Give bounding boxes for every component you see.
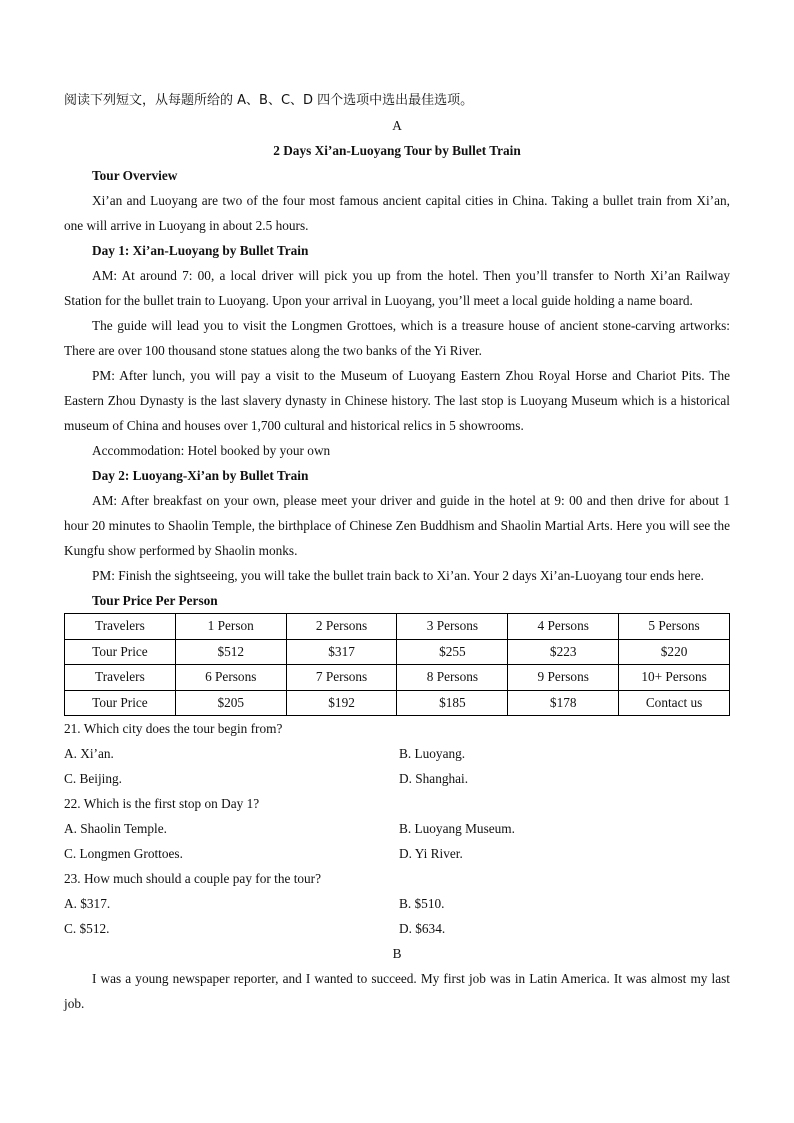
table-cell: Travelers — [65, 614, 176, 640]
table-cell: $255 — [397, 639, 508, 665]
table-cell: $192 — [286, 690, 397, 716]
section-a-letter: A — [392, 118, 402, 133]
option-c: C. Longmen Grottoes. — [64, 846, 183, 861]
option-d: D. Shanghai. — [399, 771, 469, 786]
day1-pm: PM: After lunch, you will pay a visit to the Museum of Luoyang Eastern Zhou Royal Horse and Chariot Pits. The Eastern Zhou Dynasty is the last slavery dynasty in Chinese history. The last stop is Luoyang Museum which is a historical museum of China and houses over 1,700 cultural and historical relics in 5 showrooms. — [64, 368, 730, 433]
question-23 — [64, 866, 730, 941]
table-cell: 10+ Persons — [619, 665, 730, 691]
option-b: B. Luoyang Museum. — [399, 821, 515, 836]
option-a: A. Shaolin Temple. — [64, 821, 167, 836]
table-cell: $223 — [508, 639, 619, 665]
option-row — [64, 916, 730, 941]
option-b: B. Luoyang. — [399, 746, 466, 761]
day2-am: AM: After breakfast on your own, please meet your driver and guide in the hotel at 9: 00 and then drive for about 1 hour 20 minutes to Shaolin Temple, the birthplace of Chinese Zen Buddhism and Shaolin Martial Arts. Here you will see the Kungfu show performed by Shaolin monks. — [64, 493, 730, 558]
section-b-text: I was a young newspaper reporter, and I wanted to succeed. My first job was in Latin America. It was almost my last job. — [64, 971, 730, 1011]
table-row — [65, 614, 730, 640]
option-row — [64, 891, 730, 916]
table-cell: 9 Persons — [508, 665, 619, 691]
instruction: 阅读下列短文，从每题所给的 A、B、C、D 四个选项中选出最佳选项。 — [64, 93, 474, 108]
table-cell: 2 Persons — [286, 614, 397, 640]
table-cell: $185 — [397, 690, 508, 716]
overview-text: Xi’an and Luoyang are two of the four most famous ancient capital cities in China. Taking a bullet train from Xi’an, one will arrive in Luoyang in about 2.5 hours. — [64, 193, 730, 233]
table-cell: 4 Persons — [508, 614, 619, 640]
option-c: C. $512. — [64, 921, 110, 936]
day1-accommodation: Accommodation: Hotel booked by your own — [92, 443, 331, 458]
option-d: D. $634. — [399, 921, 446, 936]
option-b: B. $510. — [399, 896, 445, 911]
table-cell: 6 Persons — [175, 665, 286, 691]
option-c: C. Beijing. — [64, 771, 122, 786]
table-cell: 8 Persons — [397, 665, 508, 691]
table-row — [65, 639, 730, 665]
day1-guide: The guide will lead you to visit the Longmen Grottoes, which is a treasure house of ancient stone-carving artworks: There are over 100 thousand stone statues along the two banks of the Yi River. — [64, 318, 730, 358]
table-row — [65, 665, 730, 691]
day2-heading: Day 2: Luoyang-Xi’an by Bullet Train — [92, 468, 309, 483]
option-row — [64, 741, 730, 766]
table-cell: Tour Price — [65, 639, 176, 665]
option-row — [64, 816, 730, 841]
day1-heading: Day 1: Xi’an-Luoyang by Bullet Train — [92, 243, 309, 258]
option-row — [64, 766, 730, 791]
table-cell: 1 Person — [175, 614, 286, 640]
table-cell: Contact us — [619, 690, 730, 716]
price-heading: Tour Price Per Person — [92, 593, 218, 608]
question-21 — [64, 716, 730, 791]
table-cell: 7 Persons — [286, 665, 397, 691]
table-cell: Tour Price — [65, 690, 176, 716]
question-stem: 23. How much should a couple pay for the tour? — [64, 871, 322, 886]
table-cell: $205 — [175, 690, 286, 716]
table-cell: $178 — [508, 690, 619, 716]
question-22 — [64, 791, 730, 866]
option-row — [64, 841, 730, 866]
table-cell: Travelers — [65, 665, 176, 691]
option-d: D. Yi River. — [399, 846, 463, 861]
table-cell: $220 — [619, 639, 730, 665]
table-cell: $317 — [286, 639, 397, 665]
option-a: A. $317. — [64, 896, 111, 911]
question-stem: 22. Which is the first stop on Day 1? — [64, 796, 260, 811]
table-row — [65, 690, 730, 716]
table-cell: $512 — [175, 639, 286, 665]
option-a: A. Xi’an. — [64, 746, 114, 761]
table-cell: 3 Persons — [397, 614, 508, 640]
section-b-letter: B — [392, 946, 402, 961]
table-cell: 5 Persons — [619, 614, 730, 640]
price-table — [64, 613, 730, 716]
overview-heading: Tour Overview — [92, 168, 178, 183]
question-stem: 21. Which city does the tour begin from? — [64, 721, 283, 736]
document-page — [64, 88, 730, 1016]
passage-title: 2 Days Xi’an-Luoyang Tour by Bullet Train — [273, 143, 521, 158]
day2-pm: PM: Finish the sightseeing, you will take the bullet train back to Xi’an. Your 2 days Xi’an-Luoyang tour ends here. — [92, 568, 704, 583]
day1-am: AM: At around 7: 00, a local driver will pick you up from the hotel. Then you’ll transfer to North Xi’an Railway Station for the bullet train to Luoyang. Upon your arrival in Luoyang, you’ll meet a local guide holding a name board. — [64, 268, 730, 308]
